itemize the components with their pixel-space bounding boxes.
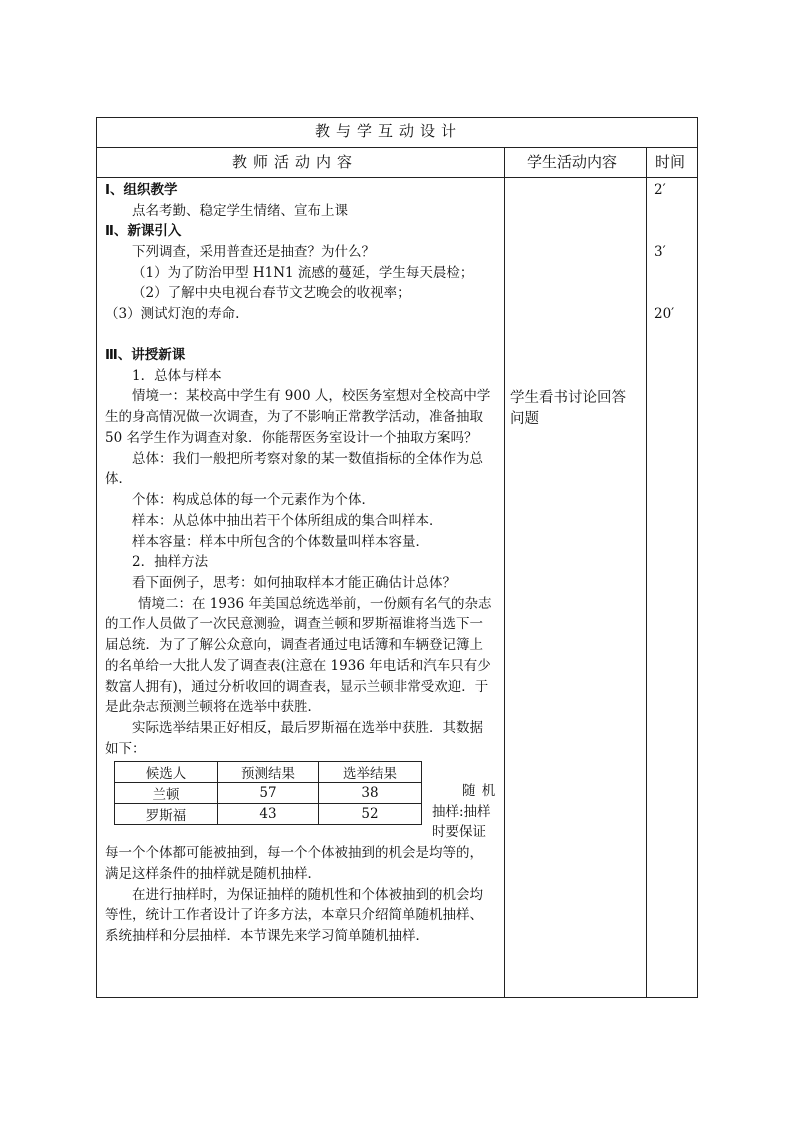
text-line: 实际选举结果正好相反，最后罗斯福在选举中获胜．其数据 <box>132 720 483 736</box>
column-header-student: 学生活动内容 <box>527 153 618 171</box>
text-line: 随 机 <box>462 783 497 799</box>
table-row <box>115 783 422 804</box>
section-title: Ⅰ、组织教学 <box>105 182 178 198</box>
text-line: 满足这样条件的抽样就是随机抽样． <box>105 866 321 882</box>
text-line: 看下面例子，思考：如何抽取样本才能正确估计总体？ <box>132 575 456 591</box>
section-title: Ⅲ、讲授新课 <box>105 347 186 363</box>
table-cell: 兰顿 <box>115 783 218 804</box>
student-activity: 问题 <box>510 411 539 427</box>
column-header-teacher: 教师活动内容 <box>232 153 359 171</box>
text-line: 的名单给一大批人发了调查表(注意在 1936 年电话和汽车只有少 <box>105 658 491 674</box>
table-cell: 38 <box>319 783 422 804</box>
text-line: （3）测试灯泡的寿命. <box>105 306 240 322</box>
divider <box>646 147 647 998</box>
text-line: 情境一：某校高中学生有 900 人，校医务室想对全校高中学 <box>132 388 491 404</box>
text-line: 是此杂志预测兰顿将在选举中获胜． <box>105 699 321 715</box>
text-line: 在进行抽样时，为保证抽样的随机性和个体被抽到的机会均 <box>132 887 483 903</box>
column-header-time: 时间 <box>655 153 686 171</box>
table-header-row <box>115 762 422 783</box>
election-results-table <box>114 761 422 825</box>
text-line: 点名考勤、稳定学生情绪、宣布上课 <box>132 203 348 219</box>
text-line: 时要保证 <box>432 824 486 840</box>
text-line: 数富人拥有)，通过分析收回的调查表，显示兰顿非常受欢迎．于 <box>105 679 489 695</box>
table-cell: 52 <box>319 804 422 825</box>
table-header-cell: 候选人 <box>115 762 218 783</box>
section-title: Ⅱ、新课引入 <box>105 223 182 239</box>
text-line: 如下： <box>105 741 146 757</box>
subsection-title: 2．抽样方法 <box>132 554 209 570</box>
text-line: 届总统．为了了解公众意向，调查者通过电话簿和车辆登记簿上 <box>105 637 483 653</box>
text-line: 50 名学生作为调查对象．你能帮医务室设计一个抽取方案吗？ <box>105 430 478 446</box>
table-cell: 57 <box>218 783 319 804</box>
table-title: 教与学互动设计 <box>315 122 463 140</box>
table-header-cell: 预测结果 <box>218 762 319 783</box>
text-line: 每一个个体都可能被抽到，每一个个体被抽到的机会是均等的， <box>105 845 483 861</box>
text-line: 下列调查，采用普查还是抽查？为什么？ <box>132 244 375 260</box>
table-cell: 43 <box>218 804 319 825</box>
time-value: 3′ <box>654 244 666 260</box>
divider <box>96 177 698 178</box>
text-line: 等性，统计工作者设计了许多方法，本章只介绍简单随机抽样、 <box>105 907 483 923</box>
text-line: 生的身高情况做一次调查，为了不影响正常教学活动，准备抽取 <box>105 409 483 425</box>
text-line: 系统抽样和分层抽样．本节课先来学习简单随机抽样． <box>105 928 429 944</box>
subsection-title: 1．总体与样本 <box>132 368 222 384</box>
text-line: （1）为了防治甲型 H1N1 流感的蔓延，学生每天晨检； <box>132 265 474 281</box>
text-line: 总体：我们一般把所考察对象的某一数值指标的全体作为总 <box>132 451 483 467</box>
time-value: 2′ <box>654 182 666 198</box>
divider <box>96 147 698 148</box>
text-line: 样本容量：样本中所包含的个体数量叫样本容量． <box>132 534 429 550</box>
text-line: 抽样:抽样 <box>432 804 491 820</box>
text-line: 个体：构成总体的每一个元素作为个体． <box>132 492 375 508</box>
table-header-cell: 选举结果 <box>319 762 422 783</box>
time-value: 20′ <box>654 306 675 322</box>
table-row <box>115 804 422 825</box>
divider <box>504 147 505 998</box>
text-line: 情境二：在 1936 年美国总统选举前，一份颇有名气的杂志 <box>138 596 492 612</box>
text-line: 体． <box>105 471 132 487</box>
table-cell: 罗斯福 <box>115 804 218 825</box>
text-line: （2）了解中央电视台春节文艺晚会的收视率； <box>132 285 411 301</box>
student-activity: 学生看书讨论回答 <box>510 390 626 406</box>
text-line: 样本：从总体中抽出若干个体所组成的集合叫样本． <box>132 513 443 529</box>
text-line: 的工作人员做了一次民意测验，调查兰顿和罗斯福谁将当选下一 <box>105 616 483 632</box>
